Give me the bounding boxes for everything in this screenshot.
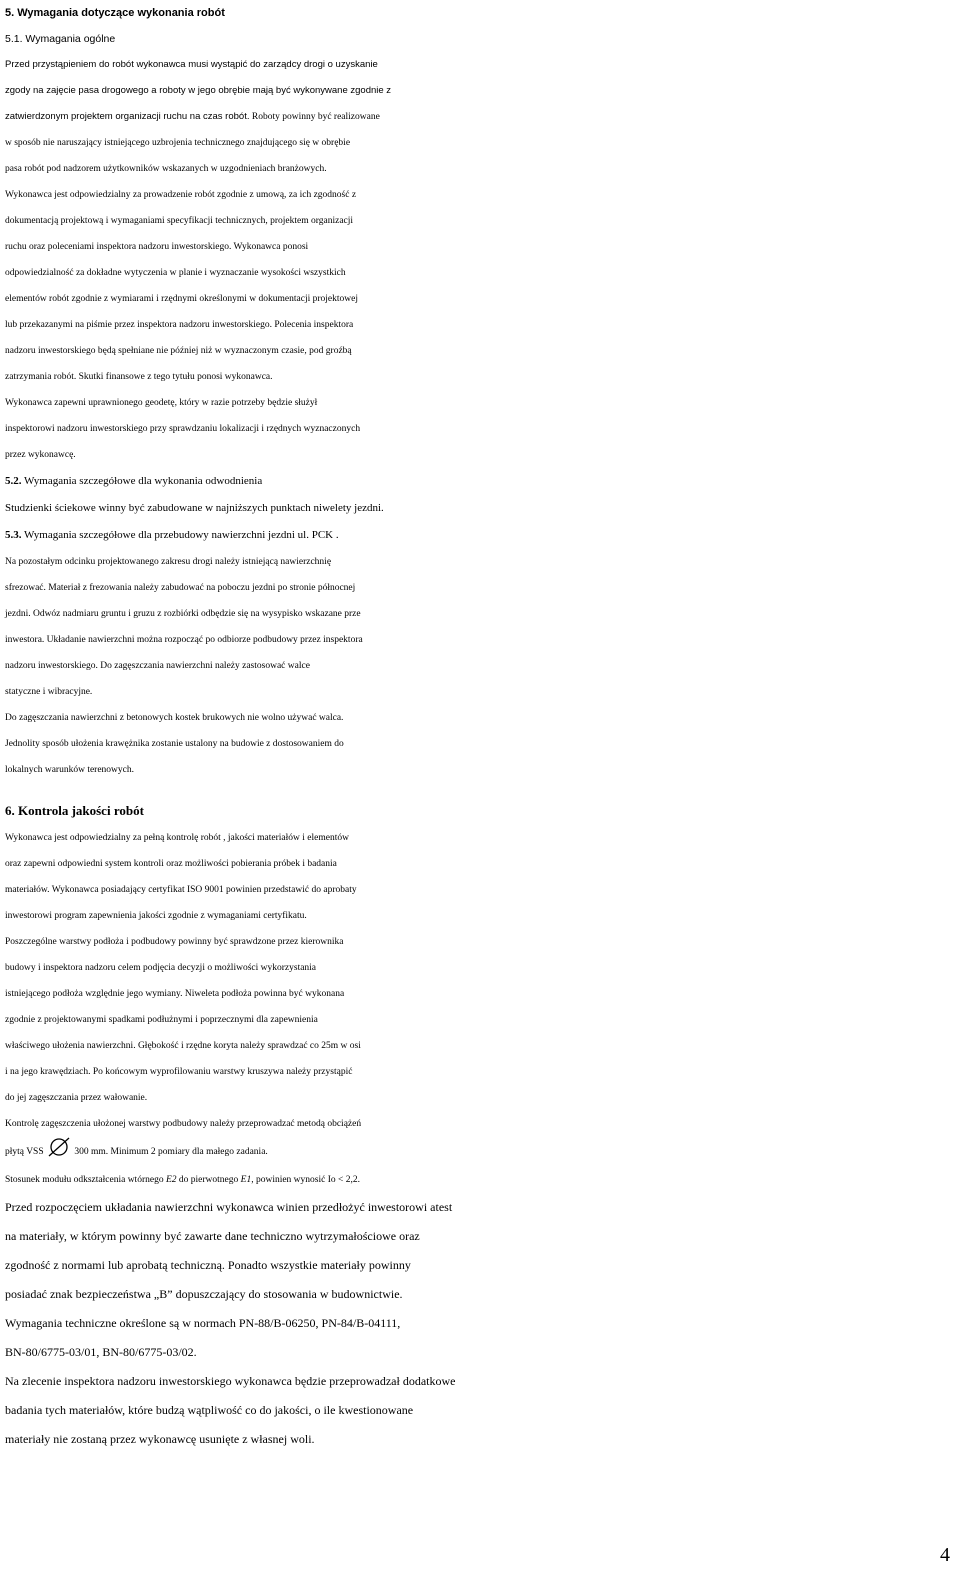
paragraph-line: i na jego krawędziach. Po końcowym wyprofilowaniu warstwy kruszywa należy przystąpić bbox=[5, 1067, 353, 1077]
paragraph-line: Przed rozpoczęciem układania nawierzchni wykonawca winien przedłożyć inwestorowi atest bbox=[5, 1200, 453, 1214]
paragraph-line: inspektorowi nadzoru inwestorskiego przy sprawdzaniu lokalizacji i rzędnych wyznaczonych bbox=[5, 424, 361, 434]
paragraph-line: przez wykonawcę. bbox=[5, 450, 76, 460]
section-5-3-body bbox=[5, 549, 955, 783]
paragraph-line: oraz zapewni odpowiedni system kontroli oraz możliwości pobierania próbek i badania bbox=[5, 859, 337, 869]
section-5-1-body bbox=[5, 52, 955, 468]
paragraph-line: do jej zagęszczania przez wałowanie. bbox=[5, 1093, 148, 1103]
paragraph-line: istniejącego podłoża względnie jego wymiany. Niweleta podłoża powinna być wykonana bbox=[5, 989, 345, 999]
section-number: 5.3. bbox=[5, 529, 22, 541]
section-5-3-heading bbox=[5, 522, 955, 549]
paragraph-line: Wykonawca jest odpowiedzialny za pełną kontrolę robót , jakości materiałów i elementów bbox=[5, 833, 349, 843]
paragraph-line: Wykonawca jest odpowiedzialny za prowadzenie robót zgodnie z umową, za ich zgodność z bbox=[5, 190, 357, 200]
paragraph-fragment: zatwierdzonym projektem organizacji ruchu na czas robót. bbox=[5, 111, 250, 122]
paragraph-line: pasa robót pod nadzorem użytkowników wskazanych w uzgodnieniach branżowych. bbox=[5, 164, 327, 174]
section-5-1-heading: 5.1. Wymagania ogólne bbox=[5, 33, 116, 45]
paragraph-line: lokalnych warunków terenowych. bbox=[5, 765, 135, 775]
section-5-2-heading bbox=[5, 468, 955, 495]
paragraph-fragment: Stosunek modułu odkształcenia wtórnego bbox=[5, 1175, 166, 1185]
paragraph-line: Wymagania techniczne określone są w normach PN-88/B-06250, PN-84/B-04111, bbox=[5, 1316, 401, 1330]
paragraph-line: inwestorowi program zapewnienia jakości zgodnie z wymaganiami certyfikatu. bbox=[5, 911, 307, 921]
paragraph-line: ruchu oraz poleceniami inspektora nadzoru inwestorskiego. Wykonawca ponosi bbox=[5, 242, 309, 252]
paragraph-line: dokumentacją projektową i wymaganiami specyfikacji technicznych, projektem organizacji bbox=[5, 216, 354, 226]
paragraph-line: posiadać znak bezpieczeństwa „B” dopuszczający do stosowania w budownictwie. bbox=[5, 1287, 403, 1301]
diameter-icon bbox=[46, 1137, 72, 1157]
modulus-symbol: E2 bbox=[165, 1175, 177, 1185]
paragraph-line: Kontrolę zagęszczenia ułożonej warstwy podbudowy należy przeprowadzać metodą obciążeń bbox=[5, 1119, 362, 1129]
paragraph-line: na materiały, w którym powinny być zawarte dane techniczno wytrzymałościowe oraz bbox=[5, 1229, 420, 1243]
modulus-symbol: E1 bbox=[240, 1175, 252, 1185]
paragraph-line: budowy i inspektora nadzoru celem podjęcia decyzji o możliwości wykorzystania bbox=[5, 963, 317, 973]
paragraph-line: Poszczególne warstwy podłoża i podbudowy powinny być sprawdzone przez kierownika bbox=[5, 937, 344, 947]
section-number: 5.2. bbox=[5, 475, 22, 487]
paragraph-line: lub przekazanymi na piśmie przez inspektora nadzoru inwestorskiego. Polecenia inspektora bbox=[5, 320, 354, 330]
paragraph-line: statyczne i wibracyjne. bbox=[5, 687, 93, 697]
paragraph-fragment: Roboty powinny być realizowane bbox=[249, 112, 380, 122]
paragraph-line: sfrezować. Materiał z frezowania należy zabudować na poboczu jezdni po stronie północnej bbox=[5, 583, 356, 593]
paragraph-line: zgodność z normami lub aprobatą techniczną. Ponadto wszystkie materiały powinny bbox=[5, 1258, 411, 1272]
paragraph-line: zgody na zajęcie pasa drogowego a roboty w jego obrębie mają być wykonywane zgodnie z bbox=[5, 85, 392, 96]
paragraph-line: Na pozostałym odcinku projektowanego zakresu drogi należy istniejącą nawierzchnię bbox=[5, 557, 332, 567]
section-title: Wymagania szczegółowe dla wykonania odwodnienia bbox=[21, 475, 263, 487]
paragraph-line bbox=[5, 1167, 955, 1193]
paragraph-fragment: płytą VSS bbox=[5, 1147, 47, 1157]
paragraph-line: Do zagęszczania nawierzchni z betonowych kostek brukowych nie wolno używać walca. bbox=[5, 713, 344, 723]
section-5-heading: 5. Wymagania dotyczące wykonania robót bbox=[5, 7, 225, 19]
paragraph-line: zgodnie z projektowanymi spadkami podłużnymi i poprzecznymi dla zapewnienia bbox=[5, 1015, 318, 1025]
paragraph-line: inwestora. Układanie nawierzchni można rozpocząć po odbiorze podbudowy przez inspektora bbox=[5, 635, 363, 645]
paragraph-line: Przed przystąpieniem do robót wykonawca musi wystąpić do zarządcy drogi o uzyskanie bbox=[5, 59, 378, 70]
paragraph-line: w sposób nie naruszający istniejącego uzbrojenia technicznego znajdującego się w obrębie bbox=[5, 138, 351, 148]
paragraph-line: Jednolity sposób ułożenia krawężnika zostanie ustalony na budowie z dostosowaniem do bbox=[5, 739, 344, 749]
paragraph-fragment: , powinien wynosić Io < 2,2. bbox=[251, 1175, 360, 1185]
section-6-heading: 6. Kontrola jakości robót bbox=[5, 803, 144, 818]
paragraph-line: elementów robót zgodnie z wymiarami i rzędnymi określonymi w dokumentacji projektowej bbox=[5, 294, 358, 304]
section-title: Wymagania szczegółowe dla przebudowy nawierzchni jezdni ul. PCK . bbox=[21, 529, 339, 541]
paragraph-fragment: 300 mm. Minimum 2 pomiary dla małego zadania. bbox=[72, 1147, 268, 1157]
paragraph-line: badania tych materiałów, które budzą wątpliwość co do jakości, o ile kwestionowane bbox=[5, 1403, 414, 1417]
paragraph-line bbox=[5, 104, 955, 130]
paragraph-fragment: do pierwotnego bbox=[176, 1175, 241, 1185]
paragraph-line: materiałów. Wykonawca posiadający certyfikat ISO 9001 powinien przedstawić do aprobaty bbox=[5, 885, 357, 895]
paragraph-line: nadzoru inwestorskiego będą spełniane nie później niż w wyznaczonym czasie, pod groźbą bbox=[5, 346, 352, 356]
section-5-2-body: Studzienki ściekowe winny być zabudowane w najniższych punktach niwelety jezdni. bbox=[5, 502, 384, 514]
paragraph-line: BN-80/6775-03/01, BN-80/6775-03/02. bbox=[5, 1345, 197, 1359]
paragraph-line bbox=[5, 1137, 955, 1167]
paragraph-line: właściwego ułożenia nawierzchni. Głębokość i rzędne koryta należy sprawdzać co 25m w osi bbox=[5, 1041, 361, 1051]
paragraph-line: Na zlecenie inspektora nadzoru inwestorskiego wykonawca będzie przeprowadzał dodatkowe bbox=[5, 1374, 456, 1388]
paragraph-line: zatrzymania robót. Skutki finansowe z tego tytułu ponosi wykonawca. bbox=[5, 372, 273, 382]
section-spacer bbox=[5, 783, 955, 797]
paragraph-line: Wykonawca zapewni uprawnionego geodetę, który w razie potrzeby będzie służył bbox=[5, 398, 318, 408]
section-6-body bbox=[5, 825, 955, 1454]
paragraph-line: odpowiedzialność za dokładne wytyczenia w planie i wyznaczanie wysokości wszystkich bbox=[5, 268, 346, 278]
paragraph-line: jezdni. Odwóz nadmiaru gruntu i gruzu z rozbiórki odbędzie się na wysypisko wskazane prze bbox=[5, 609, 361, 619]
page-number: 4 bbox=[940, 1544, 950, 1566]
document-page bbox=[5, 0, 955, 1454]
paragraph-line: nadzoru inwestorskiego. Do zagęszczania nawierzchni należy zastosować walce bbox=[5, 661, 310, 671]
paragraph-line: materiały nie zostaną przez wykonawcę usunięte z własnej woli. bbox=[5, 1432, 315, 1446]
